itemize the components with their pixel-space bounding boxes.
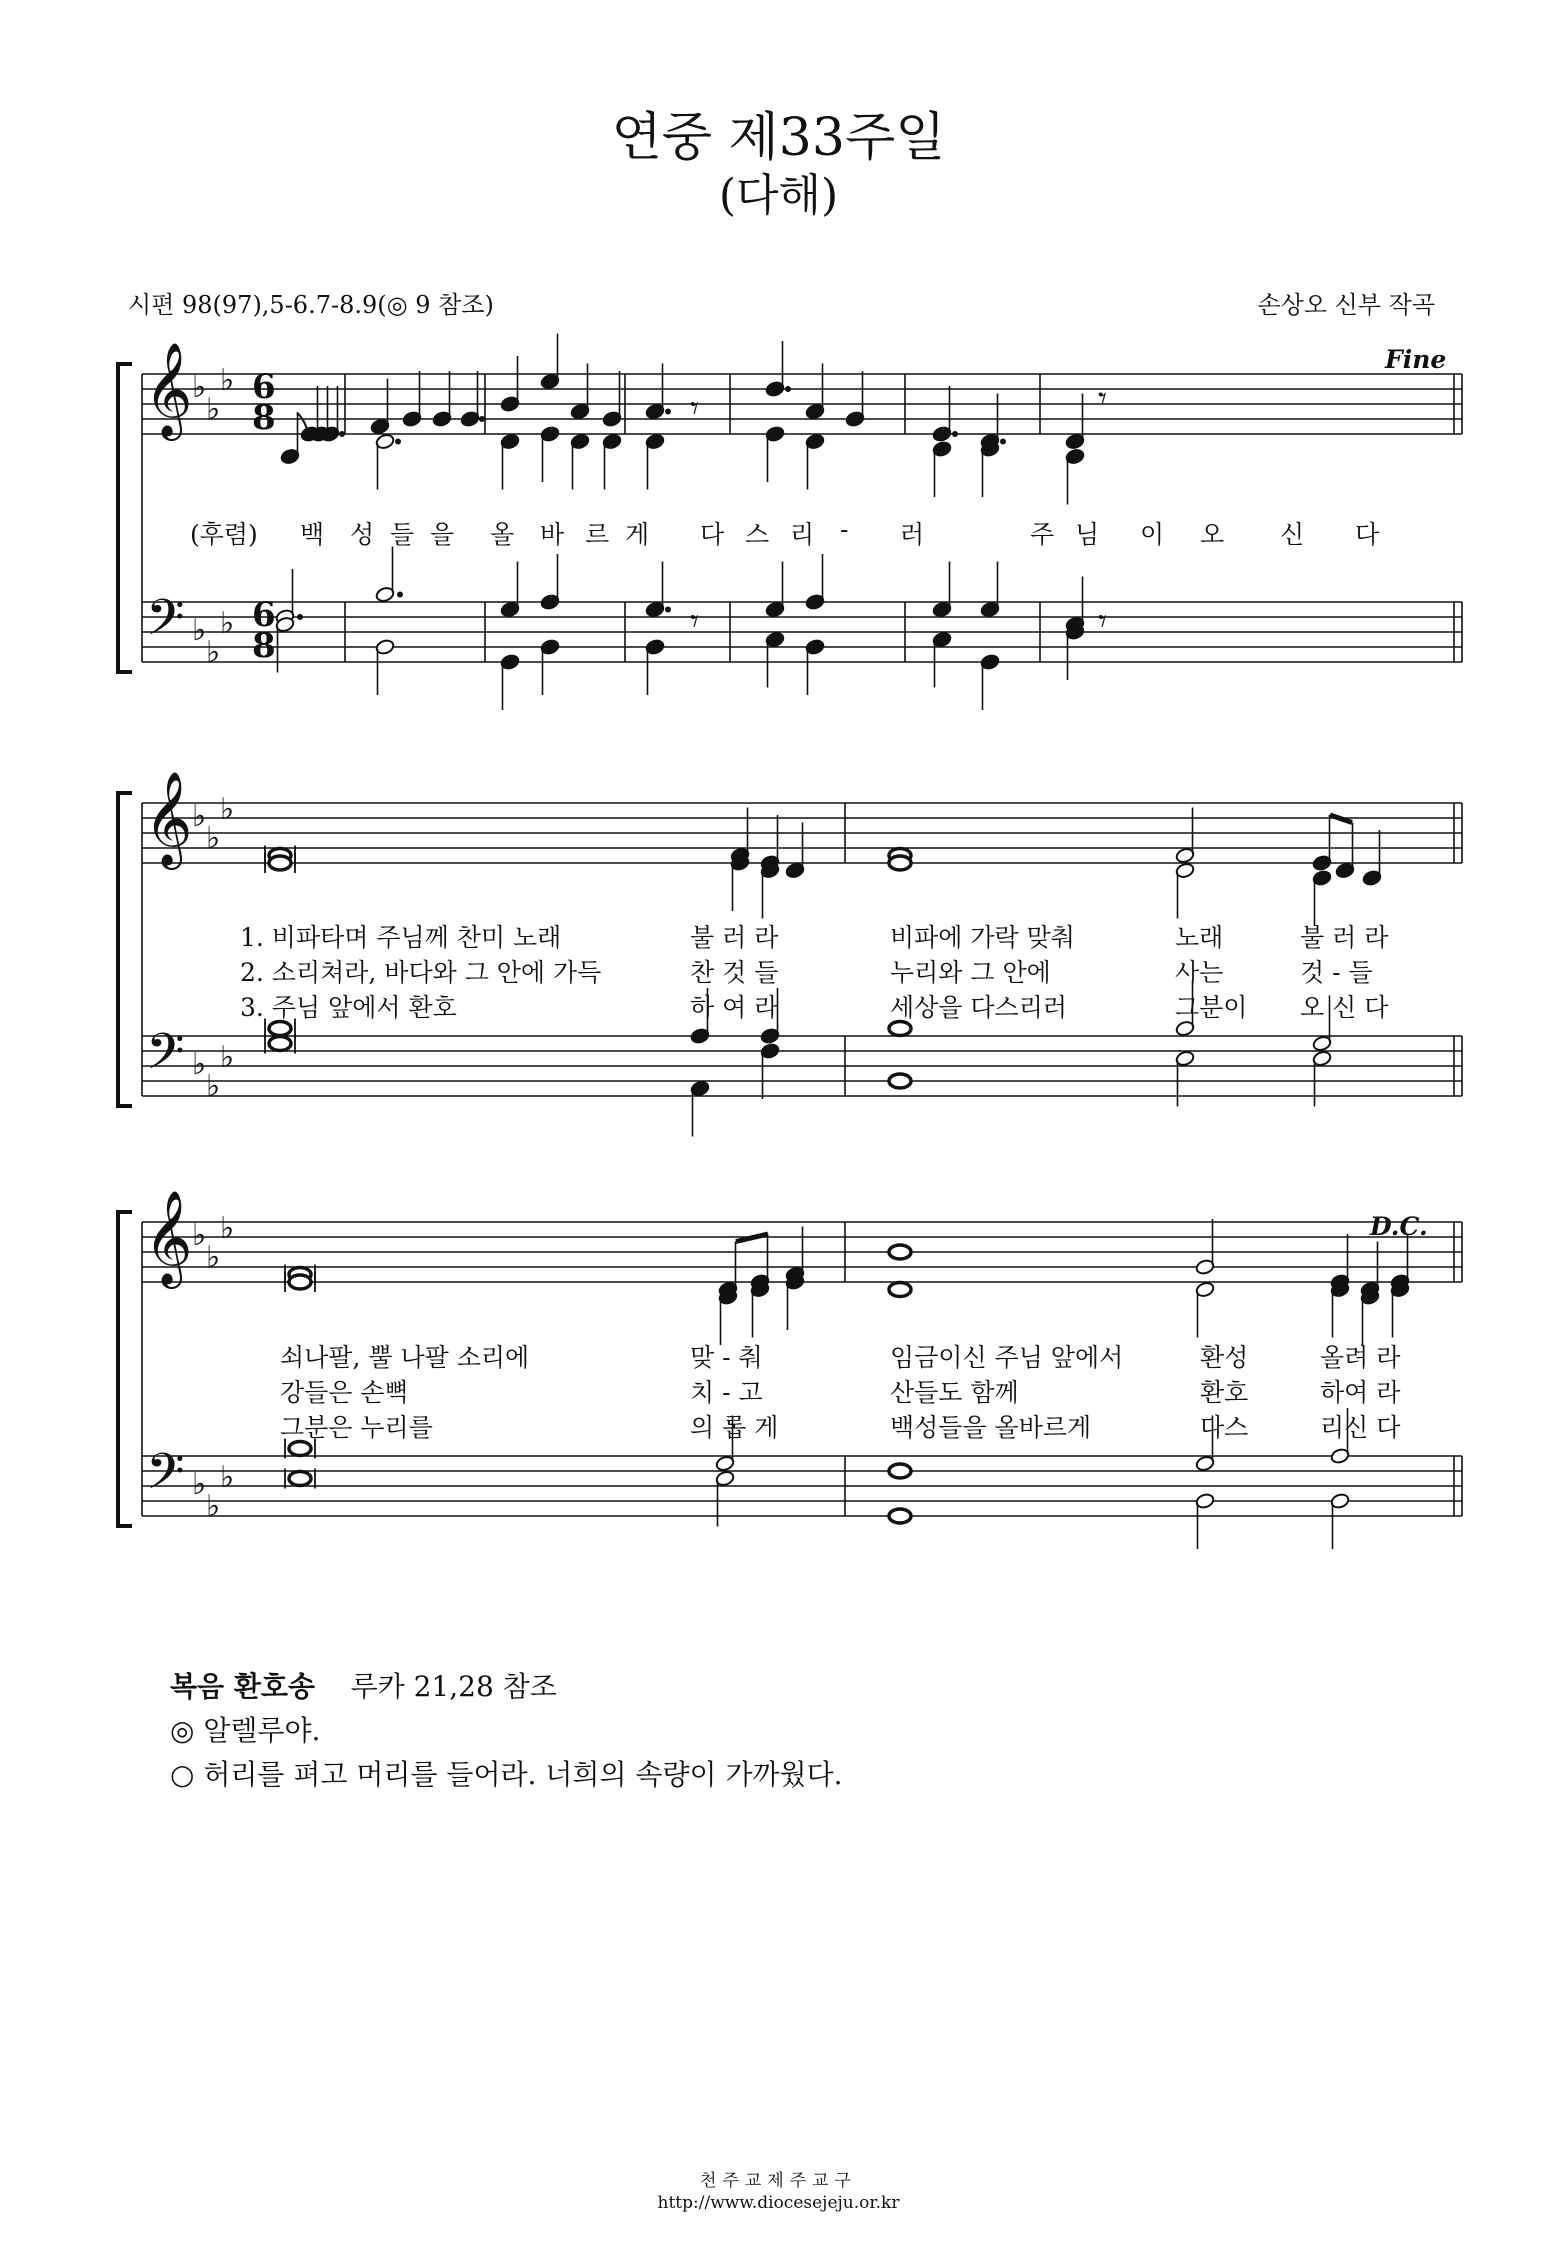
refrain-syllable: 바 (540, 520, 565, 549)
flat-icon: ♭ (206, 1069, 221, 1104)
treble-clef-icon: 𝄞 (144, 771, 193, 866)
refrain-syllable: 오 (1200, 520, 1225, 549)
flat-icon: ♭ (192, 613, 207, 648)
eighth-rest-icon: 𝄾 (690, 388, 700, 429)
bass-clef-icon: 𝄢 (146, 589, 185, 659)
time-sig-bottom-treble: 8 (252, 398, 276, 438)
system-bracket (118, 1212, 132, 1526)
whole-note (889, 1245, 911, 1259)
verse-lyric: 불 러 라 (690, 923, 779, 952)
refrain-syllable: - (840, 515, 849, 544)
note-beam (1330, 815, 1352, 823)
refrain-syllable: 이 (1140, 520, 1165, 549)
refrain-syllable: 들 (390, 520, 415, 549)
note-dot (479, 416, 485, 422)
verse-lyric: 그분은 누리를 (280, 1413, 433, 1442)
system-bracket (118, 793, 132, 1106)
whole-note (889, 856, 911, 870)
refrain-syllable: 게 (625, 520, 650, 549)
note-dot (395, 439, 401, 445)
verse-lyric: 사는 (1175, 958, 1224, 987)
verse-lyric: 환성 (1200, 1343, 1249, 1372)
note-dot (952, 431, 958, 437)
whole-note (889, 1074, 911, 1088)
page-subtitle: (다해) (718, 170, 839, 221)
verse-lyric: 비파에 가락 맞춰 (890, 923, 1075, 952)
time-sig-top-bass: 6 (252, 595, 276, 635)
time-sig-bottom-bass: 8 (252, 626, 276, 666)
refrain-label: (후렴) (190, 520, 258, 549)
verse-lyric: 찬 것 들 (690, 958, 779, 987)
flat-icon: ♭ (220, 792, 235, 827)
gospel-response: ◎ 알렐루야. (170, 1714, 321, 1747)
flat-icon: ♭ (206, 392, 221, 427)
composer-credit: 손상오 신부 작곡 (1257, 291, 1435, 319)
verse-lyric: 2. 소리쳐라, 바다와 그 안에 가득 (240, 958, 602, 987)
whole-note (889, 1509, 911, 1523)
time-sig-top-treble: 6 (252, 367, 276, 407)
refrain-syllable: 성 (350, 520, 375, 549)
flat-icon: ♭ (220, 1211, 235, 1246)
verse-lyric: 리신 다 (1320, 1413, 1401, 1442)
verse-lyric: 산들도 함께 (890, 1378, 1019, 1407)
eighth-rest-icon: 𝄾 (690, 601, 700, 642)
note-dot (1000, 439, 1006, 445)
verse-lyric: 하 여 라 (690, 993, 779, 1022)
refrain-syllable: 백 (300, 520, 325, 549)
note-dot (665, 607, 671, 613)
note-dot (339, 431, 345, 437)
verse-lyric: 그분이 (1175, 993, 1248, 1022)
system-bracket (118, 364, 132, 672)
flat-icon: ♭ (220, 1460, 235, 1495)
treble-clef-icon: 𝄞 (144, 342, 193, 437)
flat-icon: ♭ (206, 635, 221, 670)
flat-icon: ♭ (206, 1489, 221, 1524)
gospel-heading: 복음 환호송 (170, 1670, 315, 1703)
psalm-reference: 시편 98(97),5-6.7-8.9(◎ 9 참조) (128, 291, 494, 319)
refrain-syllable: 주 (1030, 520, 1055, 549)
whole-note (269, 856, 291, 870)
refrain-syllable: 님 (1075, 520, 1100, 549)
flat-icon: ♭ (206, 821, 221, 856)
verse-lyric: 올려 라 (1320, 1343, 1401, 1372)
verse-lyric: 의 롭 게 (690, 1413, 779, 1442)
note-dot (785, 386, 791, 392)
flat-icon: ♭ (192, 1467, 207, 1502)
eighth-rest-icon: 𝄾 (1098, 379, 1108, 419)
note-dot (397, 592, 403, 598)
whole-note (889, 1283, 911, 1297)
verse-lyric: 노래 (1175, 923, 1224, 952)
treble-clef-icon: 𝄞 (144, 1190, 193, 1285)
verse-lyric: 다스 (1200, 1413, 1249, 1442)
whole-note (289, 1275, 311, 1289)
whole-note (289, 1472, 311, 1486)
bass-clef-icon: 𝄢 (146, 1443, 185, 1513)
refrain-syllable: 스 (745, 520, 770, 549)
refrain-syllable: 리 (790, 520, 815, 549)
refrain-syllable: 신 (1280, 520, 1305, 549)
flat-icon: ♭ (192, 1218, 207, 1253)
refrain-syllable: 다 (700, 520, 725, 549)
refrain-syllable: 다 (1355, 520, 1380, 549)
eighth-rest-icon: 𝄾 (1098, 601, 1108, 642)
verse-lyric: 오 신 다 (1300, 993, 1389, 1022)
gospel-acclamation (170, 1665, 843, 1797)
whole-note (269, 1037, 291, 1051)
fine-marking: Fine (1385, 345, 1447, 374)
verse-lyric: 백성들을 올바르게 (890, 1413, 1092, 1442)
flat-icon: ♭ (220, 363, 235, 398)
footer-url: http://www.diocesejeju.or.kr (657, 2193, 900, 2213)
flat-icon: ♭ (206, 1240, 221, 1275)
gospel-heading-line (170, 1665, 843, 1709)
note-dot (665, 409, 671, 415)
verse-lyric: 1. 비파타며 주님께 찬미 노래 (240, 923, 562, 952)
gospel-verse: ○ 허리를 펴고 머리를 들어라. 너희의 속량이 가까웠다. (170, 1758, 843, 1791)
verse-lyric: 임금이신 주님 앞에서 (890, 1343, 1124, 1372)
refrain-syllable: 르 (585, 520, 610, 549)
note-dot (297, 614, 303, 620)
verse-lyric: 세상을 다스리러 (890, 993, 1067, 1022)
whole-note (889, 1464, 911, 1478)
verse-lyric: 치 - 고 (690, 1378, 763, 1407)
verse-lyric: 강들은 손뼉 (280, 1378, 409, 1407)
refrain-syllable: 올 (490, 520, 515, 549)
verse-lyric: 것 - 들 (1300, 958, 1373, 987)
verse-lyric: 맞 - 춰 (690, 1343, 763, 1372)
verse-lyric: 환호 (1200, 1378, 1249, 1407)
refrain-syllable: 을 (430, 520, 455, 549)
verse-lyric: 불 러 라 (1300, 923, 1389, 952)
bass-clef-icon: 𝄢 (146, 1023, 185, 1093)
verse-lyric: 3. 주님 앞에서 환호 (240, 993, 457, 1022)
footer-org: 천주교제주교구 (700, 2171, 857, 2191)
flat-icon: ♭ (192, 1047, 207, 1082)
flat-icon: ♭ (192, 799, 207, 834)
verse-lyric: 쇠나팔, 뿔 나팔 소리에 (280, 1343, 530, 1372)
gospel-reference: 루카 21,28 참조 (350, 1670, 557, 1703)
flat-icon: ♭ (192, 370, 207, 405)
footer (0, 2170, 1557, 2214)
flat-icon: ♭ (220, 1040, 235, 1075)
page-title: 연중 제33주일 (611, 108, 946, 168)
refrain-syllable: 러 (900, 520, 925, 549)
verse-lyric: 누리와 그 안에 (890, 958, 1051, 987)
verse-lyric: 하여 라 (1320, 1378, 1401, 1407)
flat-icon: ♭ (220, 606, 235, 641)
dc-marking: D.C. (1370, 1212, 1428, 1241)
